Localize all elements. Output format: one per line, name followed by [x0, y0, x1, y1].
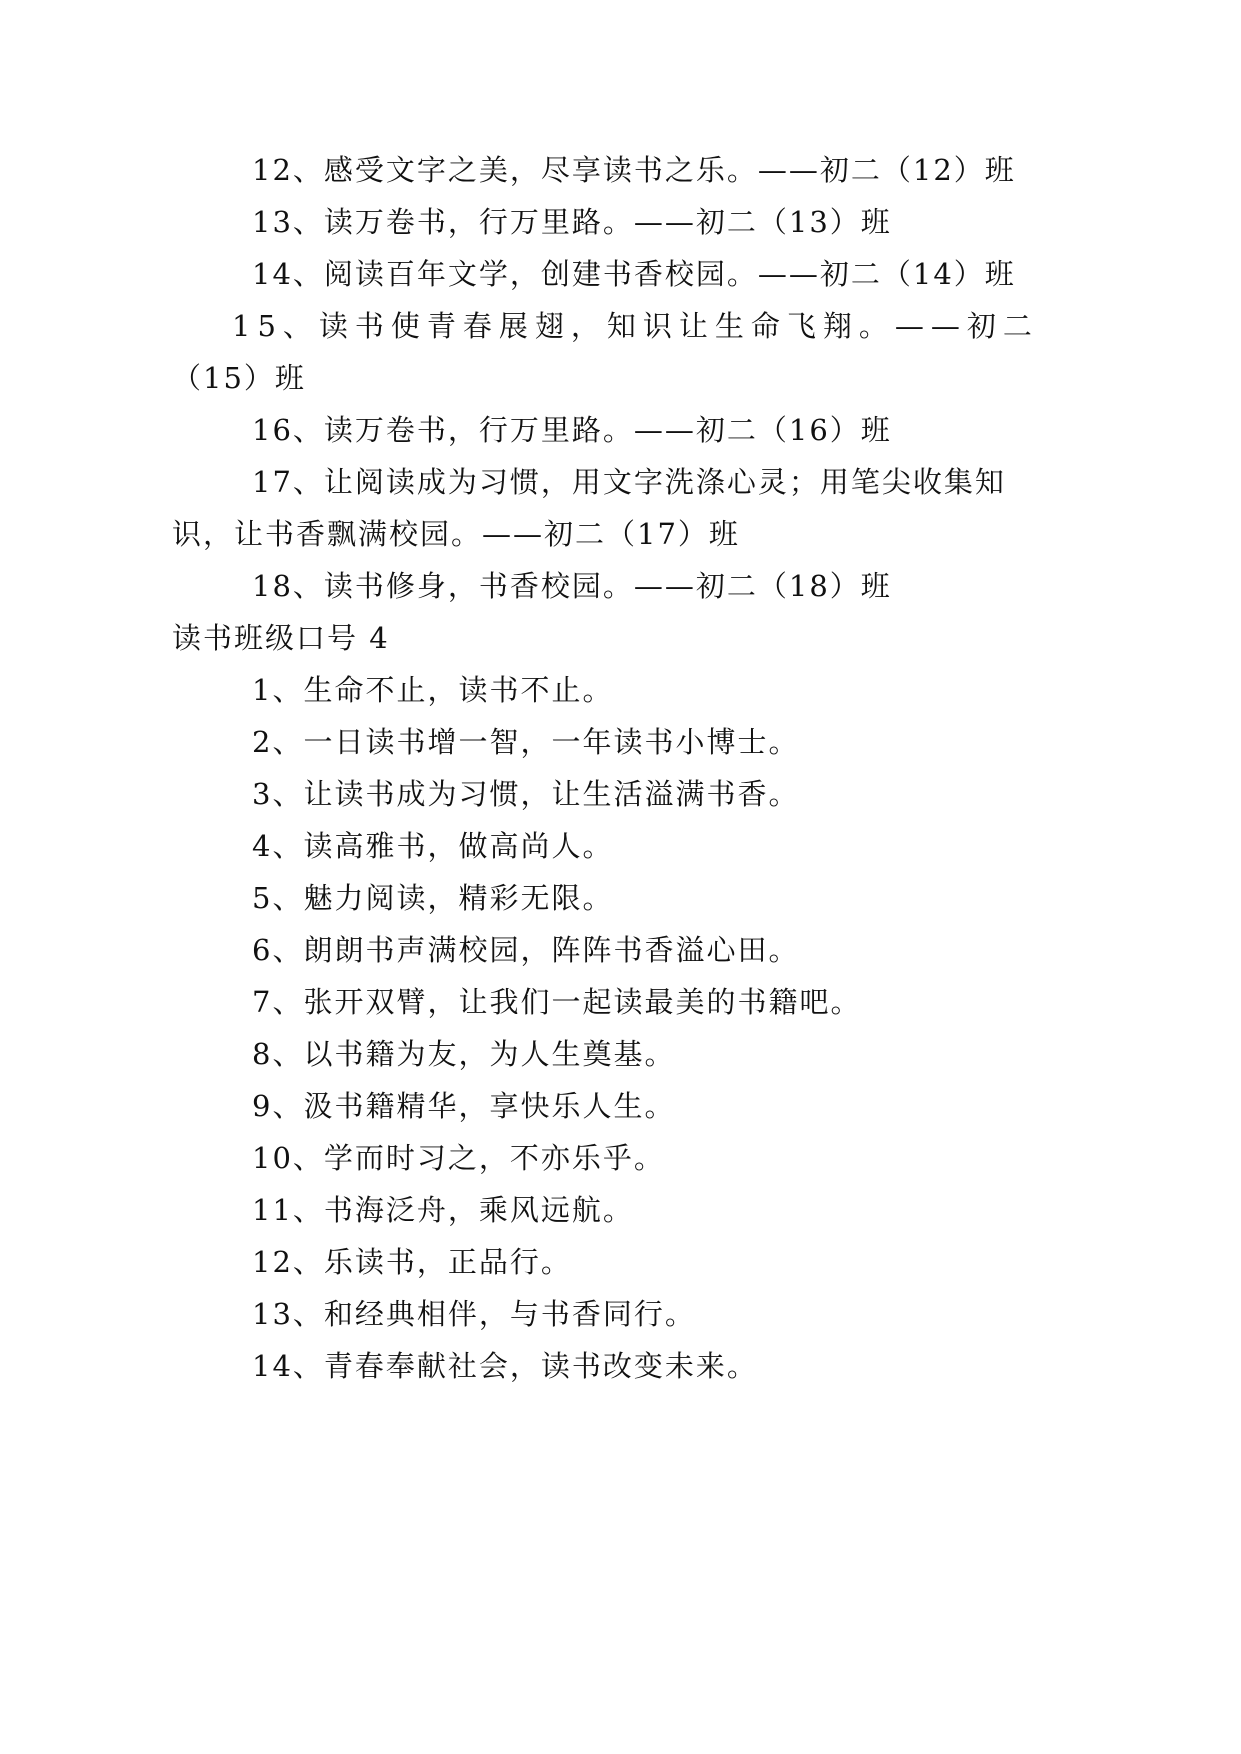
slogan-line: 2、一日读书增一智，一年读书小博士。	[252, 725, 800, 759]
slogan-line: 15、读书使青春展翅，知识让生命飞翔。——初二	[232, 309, 1039, 343]
slogan-line: 10、学而时习之，不亦乐乎。	[252, 1141, 665, 1175]
slogan-line: 14、青春奉献社会，读书改变未来。	[252, 1349, 758, 1383]
slogan-line: 12、感受文字之美，尽享读书之乐。——初二（12）班	[252, 153, 1016, 187]
slogan-line-continued: 识，让书香飘满校园。——初二（17）班	[172, 517, 740, 551]
slogan-line: 1、生命不止，读书不止。	[252, 673, 614, 707]
slogan-line: 17、让阅读成为习惯，用文字洗涤心灵；用笔尖收集知	[252, 465, 1006, 499]
slogan-line: 6、朗朗书声满校园，阵阵书香溢心田。	[252, 933, 800, 967]
slogan-line: 14、阅读百年文学，创建书香校园。——初二（14）班	[252, 257, 1016, 291]
slogan-line-continued: （15）班	[172, 361, 306, 395]
slogan-line: 13、和经典相伴，与书香同行。	[252, 1297, 696, 1331]
slogan-line: 8、以书籍为友，为人生奠基。	[252, 1037, 676, 1071]
slogan-line: 3、让读书成为习惯，让生活溢满书香。	[252, 777, 800, 811]
slogan-line: 13、读万卷书，行万里路。——初二（13）班	[252, 205, 892, 239]
slogan-line: 16、读万卷书，行万里路。——初二（16）班	[252, 413, 892, 447]
slogan-line: 12、乐读书，正品行。	[252, 1245, 572, 1279]
section-heading: 读书班级口号 4	[172, 621, 390, 655]
slogan-line: 4、读高雅书，做高尚人。	[252, 829, 614, 863]
slogan-line: 11、书海泛舟，乘风远航。	[252, 1193, 634, 1227]
slogan-line: 18、读书修身，书香校园。——初二（18）班	[252, 569, 892, 603]
slogan-line: 9、汲书籍精华，享快乐人生。	[252, 1089, 676, 1123]
slogan-line: 7、张开双臂，让我们一起读最美的书籍吧。	[252, 985, 862, 1019]
slogan-line: 5、魅力阅读，精彩无限。	[252, 881, 614, 915]
